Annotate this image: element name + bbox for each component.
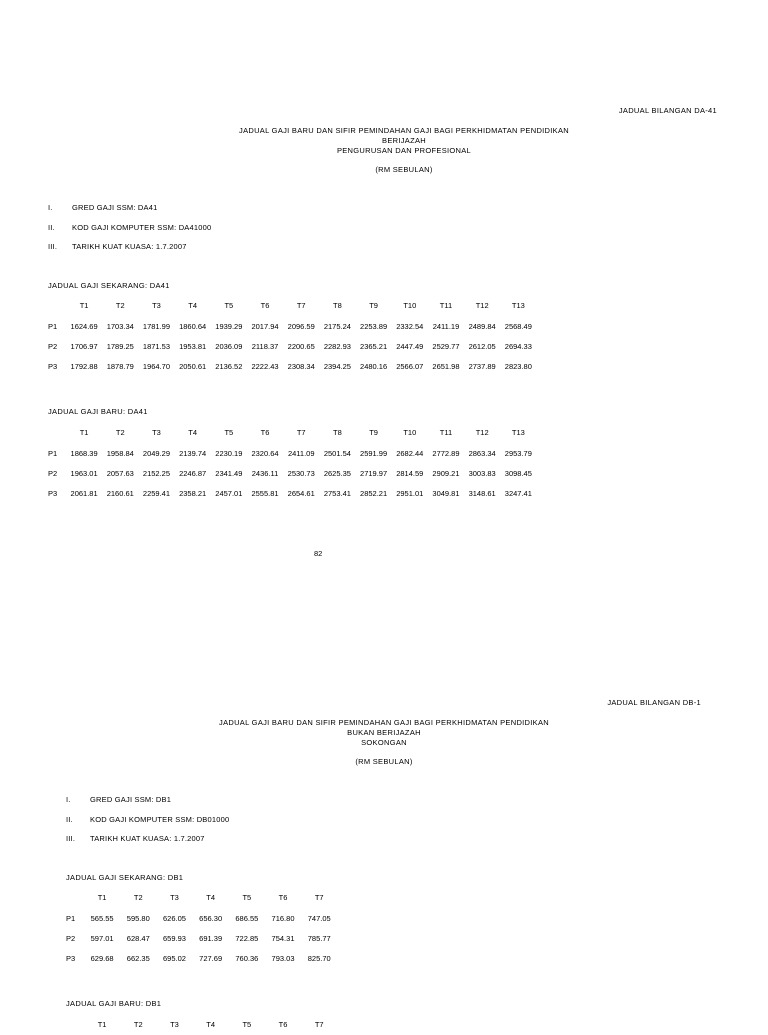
column-header: T4 bbox=[206, 1019, 216, 1029]
salary-cell: 2654.61 bbox=[287, 488, 315, 498]
salary-cell: 793.03 bbox=[271, 953, 295, 963]
row-label: P2 bbox=[66, 933, 76, 943]
column-header: T6 bbox=[278, 1019, 288, 1029]
salary-cell: 2457.01 bbox=[215, 488, 243, 498]
column-header: T1 bbox=[97, 1019, 107, 1029]
schedule-reference: JADUAL BILANGAN DA-41 bbox=[618, 106, 717, 115]
column-header: T3 bbox=[152, 427, 161, 437]
table-header-row bbox=[48, 421, 536, 443]
current-salary-table bbox=[66, 886, 337, 968]
column-header: T6 bbox=[260, 300, 270, 310]
info-item-code bbox=[48, 223, 211, 232]
salary-cell: 691.39 bbox=[199, 933, 223, 943]
column-header: T1 bbox=[79, 427, 89, 437]
salary-cell: 2152.25 bbox=[142, 468, 171, 478]
salary-cell: 2694.33 bbox=[504, 341, 532, 351]
column-header: T6 bbox=[260, 427, 270, 437]
table-row bbox=[66, 928, 337, 948]
salary-cell: 3098.45 bbox=[504, 468, 532, 478]
row-label: P2 bbox=[48, 468, 58, 478]
salary-cell: 2259.41 bbox=[142, 488, 171, 498]
salary-cell: 2814.59 bbox=[396, 468, 424, 478]
row-label: P1 bbox=[48, 321, 58, 331]
salary-cell: 629.68 bbox=[90, 953, 114, 963]
page-number: 82 bbox=[314, 549, 323, 558]
salary-cell: 2753.41 bbox=[323, 488, 351, 498]
salary-cell: 2489.84 bbox=[468, 321, 496, 331]
title-line: JADUAL GAJI BARU DAN SIFIR PEMINDAHAN GAJI BAGI PERKHIDMATAN PENDIDIKAN bbox=[219, 718, 549, 727]
info-item-effective-date bbox=[48, 242, 187, 251]
salary-cell: 2436.11 bbox=[251, 468, 279, 478]
salary-cell: 2200.65 bbox=[287, 341, 315, 351]
table-corner bbox=[66, 1013, 84, 1035]
salary-cell: 565.55 bbox=[90, 913, 114, 923]
info-item-grade bbox=[66, 795, 171, 804]
column-header: T8 bbox=[333, 427, 342, 437]
column-header: T7 bbox=[314, 1019, 324, 1029]
salary-cell: 628.47 bbox=[126, 933, 150, 943]
row-label: P2 bbox=[48, 341, 58, 351]
salary-cell: 626.05 bbox=[162, 913, 186, 923]
column-header: T2 bbox=[115, 427, 125, 437]
table-corner bbox=[66, 886, 84, 908]
salary-cell: 2057.63 bbox=[106, 468, 134, 478]
salary-cell: 2530.73 bbox=[287, 468, 315, 478]
salary-cell: 2222.43 bbox=[251, 361, 279, 371]
info-item-grade bbox=[48, 203, 158, 212]
salary-cell: 2529.77 bbox=[432, 341, 460, 351]
row-label: P3 bbox=[48, 361, 58, 371]
salary-cell: 2772.89 bbox=[432, 448, 460, 458]
info-text: KOD GAJI KOMPUTER SSM: DB01000 bbox=[90, 815, 230, 824]
column-header: T13 bbox=[511, 300, 525, 310]
salary-cell: 760.36 bbox=[235, 953, 259, 963]
salary-cell: 2017.94 bbox=[251, 321, 279, 331]
column-header: T13 bbox=[511, 427, 525, 437]
salary-cell: 754.31 bbox=[271, 933, 295, 943]
salary-cell: 716.80 bbox=[271, 913, 295, 923]
table-row bbox=[48, 336, 536, 356]
title-line: JADUAL GAJI BARU DAN SIFIR PEMINDAHAN GAJI BAGI PERKHIDMATAN PENDIDIKAN bbox=[239, 126, 569, 135]
column-header: T5 bbox=[242, 892, 252, 902]
column-header: T9 bbox=[369, 427, 378, 437]
salary-cell: 1792.88 bbox=[70, 361, 98, 371]
salary-cell: 1963.01 bbox=[70, 468, 98, 478]
salary-cell: 2411.19 bbox=[432, 321, 460, 331]
salary-cell: 656.30 bbox=[199, 913, 223, 923]
salary-cell: 2953.79 bbox=[504, 448, 532, 458]
salary-cell: 722.85 bbox=[235, 933, 259, 943]
salary-cell: 1939.29 bbox=[215, 321, 243, 331]
salary-cell: 747.05 bbox=[307, 913, 331, 923]
salary-cell: 2139.74 bbox=[179, 448, 207, 458]
column-header: T9 bbox=[369, 300, 378, 310]
column-header: T11 bbox=[439, 427, 453, 437]
salary-cell: 2320.64 bbox=[251, 448, 279, 458]
salary-cell: 3049.81 bbox=[432, 488, 460, 498]
row-label: P1 bbox=[48, 448, 58, 458]
salary-cell: 2909.21 bbox=[432, 468, 460, 478]
table-header-row bbox=[48, 294, 536, 316]
column-header: T12 bbox=[475, 427, 489, 437]
row-label: P3 bbox=[66, 953, 76, 963]
column-header: T12 bbox=[475, 300, 489, 310]
title-line: BERIJAZAH bbox=[382, 136, 426, 145]
salary-cell: 2823.80 bbox=[504, 361, 532, 371]
table-corner bbox=[48, 294, 66, 316]
salary-cell: 2050.61 bbox=[179, 361, 207, 371]
column-header: T7 bbox=[296, 300, 306, 310]
info-number: II. bbox=[66, 815, 73, 824]
new-salary-table bbox=[48, 421, 536, 503]
column-header: T5 bbox=[224, 300, 234, 310]
info-item-effective-date bbox=[66, 834, 205, 843]
table-row bbox=[48, 356, 536, 376]
salary-cell: 1706.97 bbox=[70, 341, 98, 351]
info-text: TARIKH KUAT KUASA: 1.7.2007 bbox=[72, 242, 187, 251]
salary-cell: 2719.97 bbox=[360, 468, 388, 478]
salary-cell: 2358.21 bbox=[179, 488, 207, 498]
salary-cell: 825.70 bbox=[307, 953, 331, 963]
salary-cell: 2501.54 bbox=[323, 448, 351, 458]
salary-cell: 3003.83 bbox=[468, 468, 496, 478]
salary-cell: 3247.41 bbox=[504, 488, 532, 498]
column-header: T8 bbox=[333, 300, 342, 310]
column-header: T4 bbox=[188, 300, 198, 310]
salary-cell: 2036.09 bbox=[215, 341, 243, 351]
salary-cell: 2136.52 bbox=[215, 361, 243, 371]
column-header: T4 bbox=[188, 427, 198, 437]
table-row bbox=[48, 483, 536, 503]
salary-cell: 1624.69 bbox=[70, 321, 98, 331]
salary-cell: 2332.54 bbox=[396, 321, 424, 331]
salary-cell: 2625.35 bbox=[323, 468, 351, 478]
column-header: T4 bbox=[206, 892, 216, 902]
column-header: T5 bbox=[242, 1019, 252, 1029]
salary-cell: 785.77 bbox=[307, 933, 331, 943]
salary-cell: 2061.81 bbox=[70, 488, 98, 498]
salary-cell: 1703.34 bbox=[106, 321, 134, 331]
column-header: T2 bbox=[133, 892, 143, 902]
salary-cell: 1953.81 bbox=[179, 341, 207, 351]
salary-cell: 2447.49 bbox=[396, 341, 424, 351]
salary-cell: 2863.34 bbox=[468, 448, 496, 458]
table-header-row bbox=[66, 1013, 337, 1035]
salary-cell: 1868.39 bbox=[70, 448, 98, 458]
table-row bbox=[48, 316, 536, 336]
info-number: III. bbox=[66, 834, 76, 843]
salary-cell: 695.02 bbox=[162, 953, 186, 963]
salary-cell: 1789.25 bbox=[106, 341, 134, 351]
new-salary-title: JADUAL GAJI BARU: DA41 bbox=[48, 407, 148, 416]
title-line: PENGURUSAN DAN PROFESIONAL bbox=[336, 146, 472, 155]
salary-cell: 686.55 bbox=[235, 913, 259, 923]
schedule-title bbox=[20, 126, 768, 156]
salary-cell: 2951.01 bbox=[396, 488, 424, 498]
info-text: GRED GAJI SSM: DB1 bbox=[90, 795, 172, 804]
salary-cell: 659.93 bbox=[162, 933, 186, 943]
info-number: II. bbox=[48, 223, 55, 232]
salary-cell: 2682.44 bbox=[396, 448, 424, 458]
title-line: BUKAN BERIJAZAH bbox=[347, 728, 421, 737]
table-row bbox=[66, 908, 337, 928]
salary-cell: 2049.29 bbox=[142, 448, 171, 458]
salary-cell: 2118.37 bbox=[251, 341, 279, 351]
salary-cell: 2175.24 bbox=[323, 321, 351, 331]
salary-cell: 2341.49 bbox=[215, 468, 243, 478]
column-header: T7 bbox=[314, 892, 324, 902]
current-salary-table bbox=[48, 294, 536, 376]
column-header: T10 bbox=[403, 300, 417, 310]
salary-cell: 2555.81 bbox=[251, 488, 279, 498]
salary-cell: 2282.93 bbox=[323, 341, 351, 351]
salary-cell: 2160.61 bbox=[106, 488, 134, 498]
salary-cell: 2568.49 bbox=[504, 321, 532, 331]
new-salary-table bbox=[66, 1013, 337, 1035]
salary-cell: 2365.21 bbox=[360, 341, 388, 351]
salary-cell: 727.69 bbox=[199, 953, 223, 963]
current-salary-title: JADUAL GAJI SEKARANG: DA41 bbox=[48, 281, 170, 290]
column-header: T1 bbox=[97, 892, 107, 902]
salary-cell: 2411.09 bbox=[287, 448, 315, 458]
info-text: KOD GAJI KOMPUTER SSM: DA41000 bbox=[72, 223, 212, 232]
column-header: T11 bbox=[439, 300, 453, 310]
schedule-reference: JADUAL BILANGAN DB-1 bbox=[607, 698, 701, 707]
column-header: T5 bbox=[224, 427, 234, 437]
salary-cell: 2566.07 bbox=[396, 361, 424, 371]
salary-cell: 2253.89 bbox=[360, 321, 388, 331]
currency-unit: (RM SEBULAN) bbox=[375, 165, 433, 174]
info-text: TARIKH KUAT KUASA: 1.7.2007 bbox=[90, 834, 205, 843]
column-header: T7 bbox=[296, 427, 306, 437]
schedule-title bbox=[0, 718, 768, 748]
salary-cell: 2308.34 bbox=[287, 361, 315, 371]
column-header: T6 bbox=[278, 892, 288, 902]
salary-cell: 3148.61 bbox=[468, 488, 496, 498]
salary-cell: 1871.53 bbox=[142, 341, 171, 351]
salary-cell: 2852.21 bbox=[360, 488, 388, 498]
new-salary-title: JADUAL GAJI BARU: DB1 bbox=[66, 999, 162, 1008]
column-header: T3 bbox=[170, 1019, 179, 1029]
currency-unit: (RM SEBULAN) bbox=[355, 757, 413, 766]
info-text: GRED GAJI SSM: DA41 bbox=[72, 203, 158, 212]
salary-cell: 1878.79 bbox=[106, 361, 134, 371]
salary-cell: 2230.19 bbox=[215, 448, 243, 458]
salary-cell: 2246.87 bbox=[179, 468, 207, 478]
table-row bbox=[48, 443, 536, 463]
column-header: T2 bbox=[115, 300, 125, 310]
column-header: T3 bbox=[152, 300, 161, 310]
table-header-row bbox=[66, 886, 337, 908]
salary-cell: 2394.25 bbox=[323, 361, 351, 371]
row-label: P1 bbox=[66, 913, 76, 923]
info-number: III. bbox=[48, 242, 58, 251]
info-number: I. bbox=[48, 203, 53, 212]
column-header: T1 bbox=[79, 300, 89, 310]
current-salary-title: JADUAL GAJI SEKARANG: DB1 bbox=[66, 873, 184, 882]
salary-cell: 2651.98 bbox=[432, 361, 460, 371]
column-header: T10 bbox=[403, 427, 417, 437]
salary-cell: 595.80 bbox=[126, 913, 150, 923]
column-header: T3 bbox=[170, 892, 179, 902]
table-row bbox=[48, 463, 536, 483]
salary-cell: 1964.70 bbox=[142, 361, 171, 371]
salary-cell: 2737.89 bbox=[468, 361, 496, 371]
column-header: T2 bbox=[133, 1019, 143, 1029]
salary-cell: 1958.84 bbox=[106, 448, 134, 458]
salary-cell: 1860.64 bbox=[179, 321, 207, 331]
salary-cell: 1781.99 bbox=[142, 321, 171, 331]
table-corner bbox=[48, 421, 66, 443]
title-line: SOKONGAN bbox=[361, 738, 407, 747]
row-label: P3 bbox=[48, 488, 58, 498]
salary-cell: 662.35 bbox=[126, 953, 150, 963]
salary-cell: 2591.99 bbox=[360, 448, 388, 458]
info-item-code bbox=[66, 815, 229, 824]
info-number: I. bbox=[66, 795, 71, 804]
table-row bbox=[66, 948, 337, 968]
salary-cell: 2096.59 bbox=[287, 321, 315, 331]
salary-cell: 2480.16 bbox=[360, 361, 388, 371]
salary-cell: 597.01 bbox=[90, 933, 114, 943]
salary-cell: 2612.05 bbox=[468, 341, 496, 351]
